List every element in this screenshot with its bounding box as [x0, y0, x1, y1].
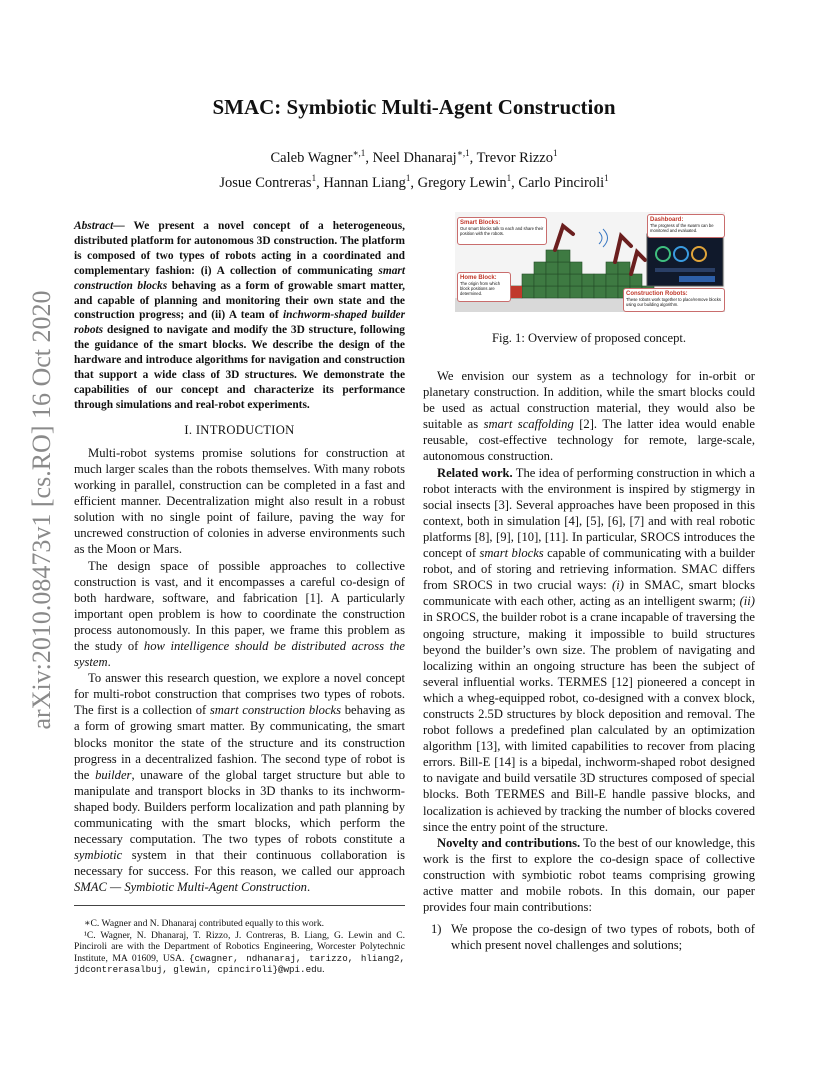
text-run: [2]. The latter idea would enable reusable, cost-effective technology for remote, large-scale, autonomous construction.: [423, 417, 755, 464]
author-separator: ,: [469, 149, 477, 166]
author-name: Neel Dhanaraj: [372, 149, 457, 166]
author-separator: ,: [410, 174, 418, 191]
text-run: capable of communicating with a builder robot, and of storing and retrieving information. SMAC differs from SROCS in two crucial ways:: [423, 546, 755, 593]
author-line-2: [0, 168, 828, 193]
italic-text: SMAC — Symbiotic Multi-Agent Construction: [74, 880, 307, 895]
left-column: [74, 219, 405, 896]
italic-text: inchworm-shaped builder robots: [74, 309, 406, 337]
paragraph: [74, 558, 405, 671]
author-separator: ,: [511, 174, 519, 191]
contributions-list: [423, 921, 755, 953]
italic-text: smart construction blocks: [209, 703, 342, 718]
text-run: The idea of performing construction in which a robot interacts with the environment is inspired by stigmergy in social insects [3]. Several approaches have been proposed in this context, both in simulation [4], [5], [6], [7] and with real robotic platforms [8], [9], [10], [11]. In particular, SROCS introduces the concept of: [423, 465, 755, 561]
text-run: To answer this research question, we explore a novel concept for multi-robot construction that comprises two types of robots. The first is a collection of: [74, 671, 405, 718]
author-line-1: [0, 143, 828, 168]
text-run: , unaware of the global target structure but able to manipulate and transport blocks in 3D thanks to its inchworm-shaped body. Builders perform localization and path planning by communicating with the smart blocks, which perform the necessary computation. The two types of robots constitute a: [74, 767, 405, 847]
author-name: Gregory Lewin: [417, 174, 507, 191]
author-separator: ,: [365, 149, 373, 166]
italic-text: how intelligence should be distributed across the system: [74, 639, 405, 670]
text-run: in SROCS, the builder robot is a crane incapable of traversing the ongoing structure, making it impossible to build structures beyond the builder’s own size. The problem of navigating and localizing within an ongoing structure has been the subject of several influential works. TERMES [12] pioneered a concept in which a wheg-equipped robot, co-designed with a convex block, constructs 2.5D structures by block deposition and removal. The robot follows a predefined plan calculated by an optimization algorithm [13], with limited capabilities to recover from placing errors. Bill-E [14] is a bipedal, inchworm-shaped robot designed to navigate and build versatile 3D structures composed of special blocks. Both TERMES and Bill-E handle passive blocks, and localization is achieved by tracking the number of blocks covered since the entry point of the structure.: [423, 610, 755, 834]
author-name: Hannan Liang: [323, 174, 406, 191]
author-separator: ,: [316, 174, 324, 191]
text-run: in SMAC, smart blocks communicate with each other, acting as an intelligent swarm;: [423, 578, 755, 609]
home-block-callout: Home Block: The origin from which block positions are determined.: [457, 272, 511, 302]
author-affiliation-mark: 1: [552, 148, 558, 158]
run-in-heading: Related work.: [437, 465, 513, 480]
abstract-body: [74, 220, 405, 411]
paragraph: [74, 930, 405, 976]
arxiv-stamp: [22, 290, 62, 730]
author-affiliation-mark: 1: [405, 172, 411, 183]
author-affiliation-mark: 1: [506, 172, 512, 183]
abstract-dash: —: [113, 220, 134, 232]
italic-text: (i): [612, 578, 624, 593]
text-run: behaving as a form of growable smart matter, and capable of planning and monitoring their own state and the construction progress; and (ii) A team of: [74, 279, 405, 322]
italic-text: smart construction blocks: [74, 264, 405, 292]
paragraph: [423, 368, 755, 465]
right-column: [423, 368, 755, 953]
paragraph: [423, 835, 755, 915]
section-heading-introduction: I. INTRODUCTION: [184, 422, 295, 437]
text-run: ¹C. Wagner, N. Dhanaraj, T. Rizzo, J. Contreras, B. Liang, G. Lewin and C. Pinciroli are with the Department of Robotics Engineering, Worcester Polytechnic Institute, MA 01609, USA.: [74, 929, 405, 964]
text-run: ∗C. Wagner and N. Dhanaraj contributed equally to this work.: [84, 918, 325, 929]
text-run: designed to navigate and modify the 3D structure, following the guidance of the smart blocks. We describe the design of the hardware and introduce algorithms for navigation and construction that support a wide class of 3D structures. We demonstrate the capabilities of our concept and characterize its performance through simulations and real-robot experiments.: [74, 324, 405, 411]
text-run: To the best of our knowledge, this work is the first to explore the co-design space of collective construction with symbiotic robot teams comprising growing active matter and mobile robots. In this domain, our paper provides four main contributions:: [423, 835, 755, 915]
author-name: Josue Contreras: [219, 174, 312, 191]
author-affiliation-mark: 1: [604, 172, 609, 183]
text-run: .: [107, 655, 111, 670]
smart-blocks-callout: Smart Blocks: Our smart blocks talk to each and share their position with the robots.: [457, 217, 547, 245]
text-run: We envision our system as a technology for in-orbit or planetary construction. In addition, while the smart blocks could be used as actual construction material, they would also be suitable as: [423, 369, 755, 432]
text-run: We present a novel concept of a heterogeneous, distributed platform for autonomous 3D construction. The platform is composed of two types of robots acting in a coordinated and complementary fashion: (i) A collection of communicating: [74, 220, 405, 277]
author-affiliation-mark: 1: [311, 172, 317, 183]
arxiv-id: arXiv:2010.08473v1 [cs.RO] 16 Oct 2020: [27, 290, 56, 730]
home-block: [510, 286, 522, 298]
paper-title: SMAC: Symbiotic Multi-Agent Construction: [212, 95, 616, 119]
dashboard-monitor: [647, 234, 723, 286]
italic-text: (ii): [739, 594, 755, 609]
abstract-label: Abstract: [74, 220, 114, 232]
text-run: .: [322, 964, 325, 976]
italic-text: builder: [95, 767, 132, 782]
text-run: system in that their continuous collaboration is necessary for success. For this reason, we called our approach: [74, 848, 405, 879]
author-name: Trevor Rizzo: [476, 149, 553, 166]
text-run: .: [306, 880, 311, 895]
paragraph: [74, 670, 405, 895]
figure-1: [455, 212, 725, 312]
paragraph: [74, 918, 405, 930]
paragraph: [74, 445, 405, 558]
abstract: [74, 219, 405, 413]
paragraph: [423, 465, 755, 835]
figure-caption: Fig. 1: Overview of proposed concept.: [491, 331, 687, 345]
author-block: [0, 143, 828, 193]
author-name: Carlo Pinciroli: [518, 174, 605, 191]
right-paragraphs: [423, 368, 755, 915]
italic-text: smart scaffolding: [483, 417, 574, 432]
text-run: The design space of possible approaches to collective construction is vast, and it encompasses a careful co-design of both hardware, software, and fabrication [1]. A particularly important open problem is how to coordinate the construction process autonomously. In this paper, we frame this problem as the study of: [74, 558, 405, 653]
text-run: Multi-robot systems promise solutions for construction at much larger scales than the robots themselves. With many robots working in parallel, construction can be completed in a fast and efficient manner. Decentralization might also result in a robust solution with no single point of failure, paving the way for uncrewed construction of colonies in adverse environments such as the Moon or Mars.: [74, 445, 405, 557]
list-number: 1): [431, 922, 442, 937]
list-text: We propose the co-design of two types of robots, both of which present novel challenges and solutions;: [451, 922, 755, 953]
run-in-heading: Novelty and contributions.: [437, 835, 581, 850]
italic-text: smart blocks: [479, 546, 544, 561]
footnotes: [74, 905, 405, 976]
text-run: behaving as a form of growing smart matter. By communicating, the smart blocks monitor the state of the structure and its construction progress in a decentralized fashion. The second type of robot is the: [74, 703, 405, 782]
email-text: {cwagner, ndhanaraj, tarizzo, hliang2, jdcontrerasalbuj, glewin, cpinciroli}@wpi.edu: [74, 952, 405, 976]
intro-paragraphs: [74, 445, 405, 896]
author-name: Caleb Wagner: [270, 149, 353, 166]
italic-text: symbiotic: [74, 848, 123, 863]
dashboard-callout: Dashboard: The progress of the swarm can be monitored and evaluated.: [647, 214, 725, 238]
list-item: [423, 921, 755, 953]
construction-robots-callout: Construction Robots: These robots work together to place/remove blocks using our building algorithm.: [623, 288, 725, 312]
author-affiliation-mark: ∗,1: [352, 148, 366, 158]
author-affiliation-mark: ∗,1: [456, 148, 470, 158]
